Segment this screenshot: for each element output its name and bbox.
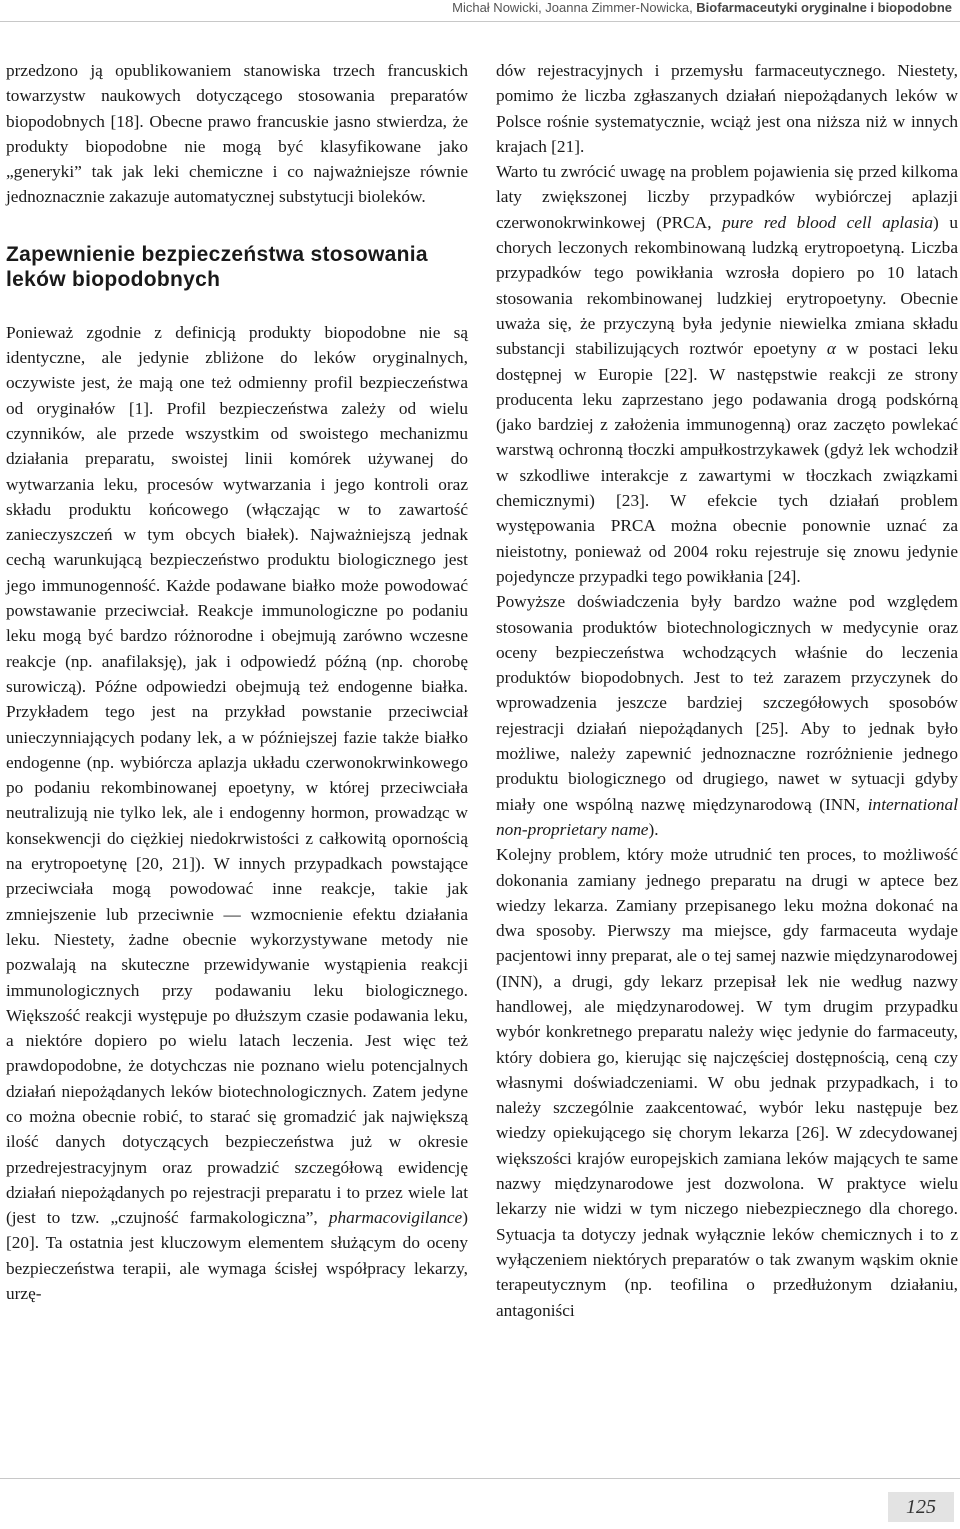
header-title: Biofarmaceutyki oryginalne i biopodobne bbox=[696, 0, 952, 15]
paragraph-text: ). bbox=[648, 819, 659, 839]
right-column bbox=[496, 58, 958, 1323]
italic-term: pure red blood cell aplasia bbox=[722, 212, 934, 232]
paragraph bbox=[6, 320, 468, 1307]
header-authors: Michał Nowicki, Joanna Zimmer-Nowicka, bbox=[452, 0, 697, 15]
paragraph: dów rejestracyjnych i przemysłu farmaceutycznego. Niestety, pomimo że liczba zgłaszanych działań niepożądanych leków w Polsce rośnie systematycznie, wciąż jest ona niższa niż w innych krajach [21]. bbox=[496, 61, 958, 156]
paragraph: Kolejny problem, który może utrudnić ten proces, to możliwość dokonania zamiany jednego preparatu na drugi w aptece bez wiedzy lekarza. Zamiany przepisanego leku można dokonać na dwa sposoby. Pierwszy ma miejsce, gdy farmaceuta wydaje pacjentowi inny preparat, ale o tej samej nazwie międzynarodowej (INN), a drugi, gdy lekarz przepisał lek nie według nazwy handlowej, ale międzynarodowej. W tym drugim przypadku wybór konkretnego preparatu należy więc jedynie do farmaceuty, który dobiera go, kierując się najczęściej dostępnością, ceną czy własnymi doświadczeniami. W obu jednak przypadkach, i to należy szczególnie zaakcentować, wybór leku następuje bez wiedzy opiekującego się chorym lekarza [26]. W zdecydowanej większości krajów europejskich zamiana leków mających te same nazwy międzynarodowe jest dozwolona. W praktyce wielu lekarzy nie widzi w tym niczego niebezpiecznego dla chorego. Sytuacja ta dotyczy jednak wyłącznie leków chemicznych i to z wyłączeniem niektórych preparatów o tak zwanym wąskim oknie terapeutycznym (np. teofilina o przedłużonym działaniu, antagoniści bbox=[496, 845, 958, 1320]
italic-term: international non-proprietary name bbox=[496, 794, 958, 839]
paragraph-text: ) [20]. Ta ostatnia jest kluczowym elementem służącym do oceny bezpieczeństwa terapii, ale wymaga ścisłej współpracy lekarzy, urzę- bbox=[6, 1208, 468, 1304]
paragraph-text: Powyższe doświadczenia były bardzo ważne pod względem stosowania produktów biotechnologicznych w medycynie oraz oceny bezpieczeństwa wchodzących właśnie do leczenia produktów biopodobnych. Jest to też zarazem przyczynek do wprowadzenia jeszcze bardziej szczegółowych sposobów rejestracji działań niepożądanych [25]. Aby to jednak było możliwe, należy zapewnić jednoznaczne rozróżnienie jednego produktu biologicznego od drugiego, nawet w sytuacji gdyby miały one wspólną nazwę międzynarodową (INN, bbox=[496, 592, 958, 814]
paragraph-text: w postaci leku dostępnej w Europie [22]. W następstwie reakcji ze strony producenta leku zaprzestano jego podawania drogą podskórną (jako bardziej z założenia immunogenną) oraz zaczęto powlekać warstwą ochronną tłoczki ampułkostrzykawek (gdyż lek wchodził w szkodliwe interakcje z zawartymi w tłoczkach związkami chemicznymi) [23]. W efekcie tych działań problem występowania PRCA można obecnie ponownie uznać za nieistotny, ponieważ od 2004 roku rejestruje się znowu jedynie pojedyncze przypadki tego powikłania [24]. bbox=[496, 339, 958, 586]
greek-alpha: α bbox=[826, 339, 836, 359]
paragraph-text: Ponieważ zgodnie z definicją produkty biopodobne nie są identyczne, ale jedynie zbliżone do leków oryginalnych, oczywiste jest, że mają one też odmienny profil bezpieczeństwa od oryginałów [1]. Profil bezpieczeństwa zależy od wielu czynników, ale przede wszystkim od swoistego mechanizmu działania preparatu, swoistej linii komórek używanej do wytwarzania leku, procesów wytwarzania i jego kontroli oraz składu produktu końcowego (włączając w to zawartość zanieczyszczeń w tym obcych białek). Najważniejszą jednak cechą warunkującą bezpieczeństwo produktu biologicznego jest jego immunogenność. Każde podawane białko może powodować powstawanie przeciwciał. Reakcje immunologiczne po podaniu leku mogą być bardzo różnorodne i obejmują zarówno wczesne reakcje (np. anafilaksję), jak i odpowiedź późną (np. chorobę surowiczą). Późne odpowiedzi obejmują też endogenne białka. Przykładem tego jest na przykład powstanie przeciwciał unieczynniających podany lek, a w późniejszej fazie także białko endogenne (np. wybiórcza aplazja układu czerwonokrwinkowego po podaniu rekombinowanej epoetyny, w której przeciwciała neutralizują nie tylko lek, ale i endogenny hormon, prowadząc w konsekwencji do ciężkiej niedokrwistości z całkowitą opornością na erytropoetynę [20, 21]). W innych przypadkach powstające przeciwciała mogą powodować inne reakcje, takie jak zmniejszenie lub przeciwnie — wzmocnienie efektu działania leku. Niestety, żadne obecnie wykorzystywane metody nie pozwalają na skuteczne przewidywanie wystąpienia reakcji immunologicznych przy podawaniu leku biologicznego. Większość reakcji występuje po dłuższym czasie podawania leku, a niektóre dopiero po wielu latach leczenia. Jest więc też prawdopodobne, że dotychczas nie poznano wielu potencjalnych działań niepożądanych leków biotechnologicznych. Zatem jedyne co można obecnie robić, to starać się gromadzić jak największą ilość danych dotyczących bezpieczeństwa już w okresie przedrejestracyjnym oraz prowadzić szczegółową ewidencję działań niepożądanych po rejestracji preparatu i to przez wiele lat (jest to tzw. „czujność farmakologiczna”, bbox=[6, 322, 468, 1228]
footer-divider bbox=[0, 1478, 960, 1479]
paragraph bbox=[496, 589, 958, 842]
paragraph: przedzono ją opublikowaniem stanowiska trzech francuskich towarzystw naukowych dotyczącego stosowania preparatów biopodobnych [18]. Obecne prawo francuskie jasno stwierdza, że produkty biopodobne nie mogą być klasyfikowane jako „generyki” tak jak leki chemiczne i co najważniejsze równie jednoznacznie zakazuje automatycznej substytucji bioleków. bbox=[6, 61, 468, 207]
italic-term: pharmacovigilance bbox=[328, 1208, 463, 1228]
running-header bbox=[452, 0, 952, 16]
paragraph bbox=[496, 159, 958, 589]
page-number: 125 bbox=[888, 1492, 954, 1522]
header-divider bbox=[0, 21, 960, 22]
paragraph-text: ) u chorych leczonych rekombinowaną ludzką erytropoetyną. Liczba przypadków tego powikłania wzrosła dopiero po 10 latach stosowania rekombinowanej ludzkiej erytropoetyny. Obecnie uważa się, że przyczyną była jedynie niewielka zmiana składu substancji stabilizujących roztwór epoetyny bbox=[496, 212, 959, 359]
section-heading: Zapewnienie bezpieczeństwa stosowania leków biopodobnych bbox=[6, 242, 428, 291]
paragraph-text: Warto tu zwrócić uwagę na problem pojawienia się przed kilkoma laty zwiększonej liczby przypadków wybiórczej aplazji czerwonokrwinkowej (PRCA, bbox=[496, 162, 958, 232]
left-column bbox=[6, 58, 468, 1306]
